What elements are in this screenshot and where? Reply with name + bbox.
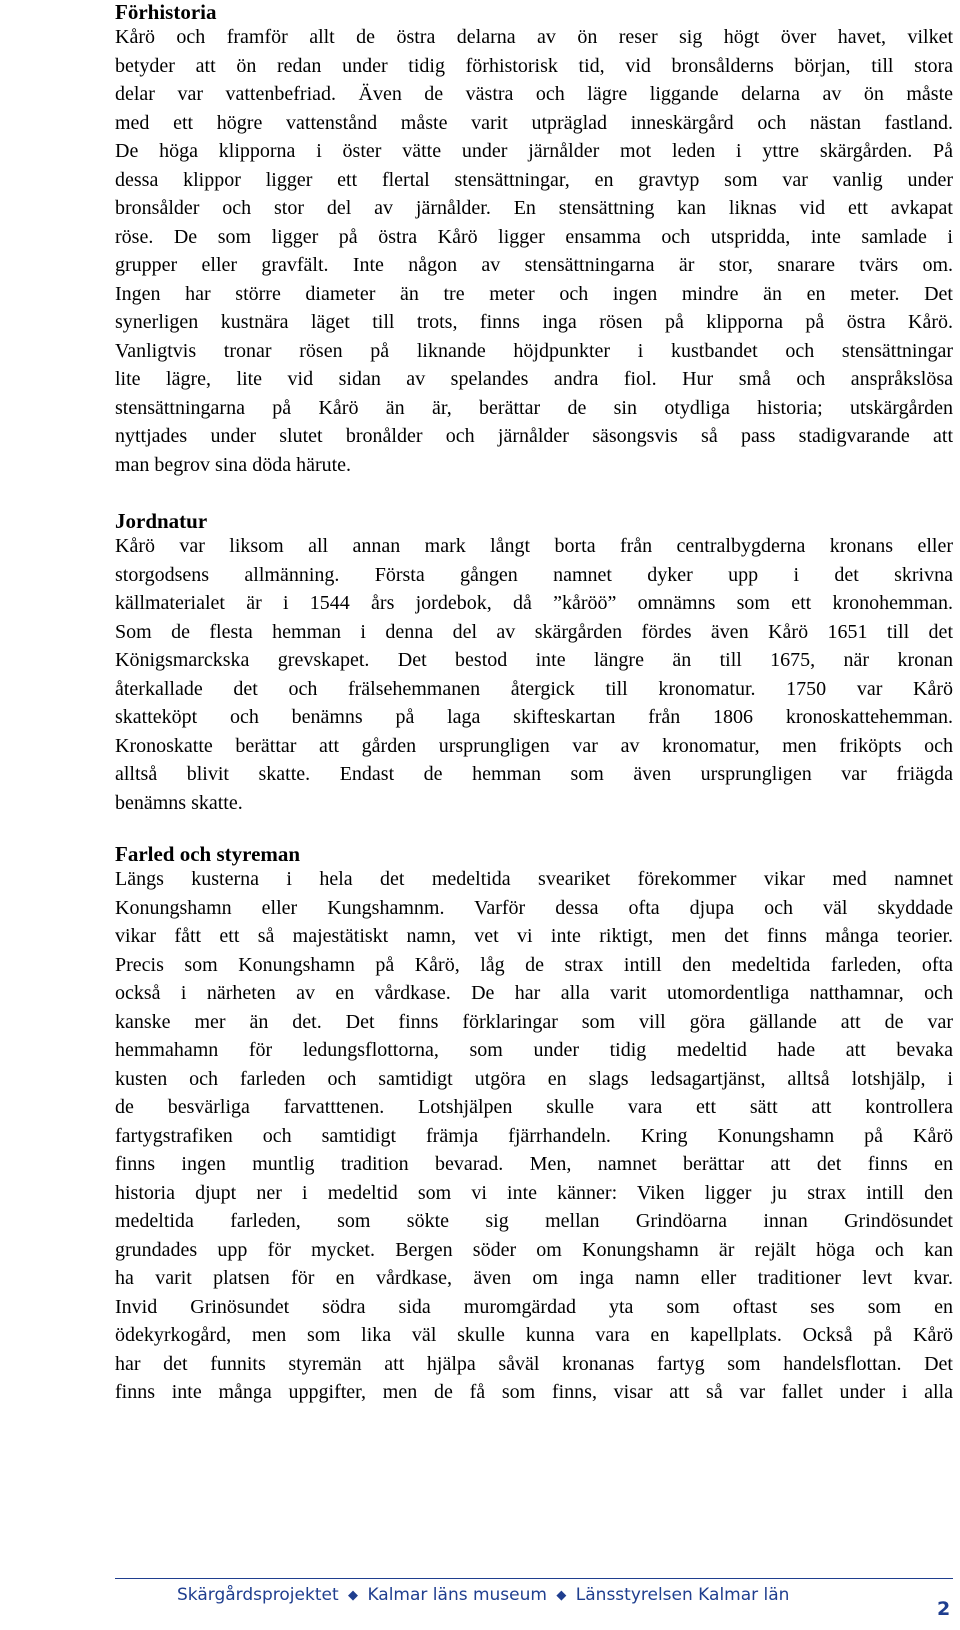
paragraph-line: Ingen har större diameter än tre meter och ingen mindre än en meter. Det (115, 282, 953, 305)
paragraph-line: vikar fått ett så majestätiskt namn, vet vi inte riktigt, men det finns många teorier. (115, 925, 953, 947)
paragraph-line: kusten och farleden och samtidigt utgöra en slags ledsagartjänst, alltså lotshjälp, i (115, 1067, 953, 1090)
paragraph-line: Precis som Konungshamn på Kårö, låg de strax intill den medeltida farleden, ofta (115, 953, 953, 976)
footer-project: Skärgårdsprojektet (177, 1585, 339, 1605)
paragraph-line: Kronoskatte berättar att gården ursprungligen var av kronomatur, men friköpts och (115, 734, 953, 757)
page-number: 2 (937, 1598, 951, 1620)
paragraph-line: ödekyrkogård, men som lika väl skulle kunna vara en kapellplats. Också på Kårö (115, 1324, 953, 1346)
paragraph-line: delar var vattenbefriad. Även de västra och lägre liggande delarna av ön måste (115, 83, 953, 105)
paragraph-line: dessa klippor ligger ett flertal stensättningar, en gravtyp som var vanlig under (115, 168, 953, 191)
paragraph-line: benämns skatte. (115, 791, 243, 814)
paragraph-line: kanske mer än det. Det finns förklaringar som vill göra gällande att de var (115, 1010, 953, 1033)
paragraph-line: synerligen kustnära läget till trots, finns inga rösen på klipporna på östra Kårö. (115, 311, 953, 333)
paragraph-line: finns inte många uppgifter, men de få som finns, visar att så var fallet under i alla (115, 1381, 953, 1403)
paragraph-line: grupper eller gravfält. Inte någon av stensättningarna är stor, snarare tvärs om. (115, 254, 953, 276)
section-heading: Förhistoria (115, 0, 217, 24)
paragraph-line: Som de flesta hemman i denna del av skärgården fördes även Kårö 1651 till det (115, 620, 953, 643)
diamond-icon: ◆ (348, 1588, 359, 1603)
paragraph-line: hemmahamn för ledungsflottorna, som under tidig medeltid hade att bevaka (115, 1039, 953, 1061)
paragraph-line: skatteköpt och benämns på laga skifteskartan från 1806 kronoskattehemman. (115, 706, 953, 728)
paragraph-line: också i närheten av en vårdkase. De har alla varit utomordentliga natthamnar, och (115, 982, 953, 1004)
paragraph-line: finns ingen muntlig tradition bevarad. Men, namnet berättar att det finns en (115, 1153, 953, 1175)
footer-county-board: Länsstyrelsen Kalmar län (575, 1585, 790, 1605)
paragraph-line: Kårö var liksom all annan mark långt borta från centralbygderna kronans eller (115, 535, 953, 557)
paragraph-line: storgodsens allmänning. Första gången namnet dyker upp i det skrivna (115, 563, 953, 586)
paragraph-line: Kårö och framför allt de östra delarna av ön reser sig högt över havet, vilket (115, 26, 953, 48)
paragraph-line: röse. De som ligger på östra Kårö ligger ensamma och utspridda, inte samlade i (115, 225, 953, 248)
paragraph-line: källmaterialet är i 1544 års jordebok, då ”kåröö” omnämns som ett kronohemman. (115, 592, 953, 614)
paragraph-line: historia djupt ner i medeltid som vi inte känner: Viken ligger ju strax intill den (115, 1181, 953, 1204)
paragraph-line: bronsålder och stor del av järnålder. En stensättning kan liknas vid ett avkapat (115, 197, 953, 219)
paragraph-line: de besvärliga farvatttenen. Lotshjälpen skulle vara ett sätt att kontrollera (115, 1096, 953, 1118)
paragraph-line: återkallade det och frälsehemmanen återgick till kronomatur. 1750 var Kårö (115, 677, 953, 700)
paragraph-line: De höga klipporna i öster vätte under järnålder mot leden i yttre skärgården. På (115, 140, 953, 162)
paragraph-line: Längs kusterna i hela det medeltida sveariket förekommer vikar med namnet (115, 868, 953, 890)
footer-divider (115, 1578, 953, 1579)
paragraph-line: alltså blivit skatte. Endast de hemman som även ursprungligen var friägda (115, 763, 953, 785)
paragraph-line: Königsmarckska grevskapet. Det bestod inte längre än till 1675, när kronan (115, 649, 953, 671)
paragraph-line: betyder att ön redan under tidig förhistorisk tid, vid bronsålderns början, till stora (115, 54, 953, 77)
paragraph-line: man begrov sina döda härute. (115, 453, 352, 476)
paragraph-line: lite lägre, lite vid sidan av spelandes andra fiol. Hur små och anspråkslösa (115, 368, 953, 390)
paragraph-line: Vanligtvis tronar rösen på liknande höjdpunkter i kustbandet och stensättningar (115, 339, 953, 362)
paragraph-line: Konungshamn eller Kungshamnm. Varför dessa ofta djupa och väl skyddade (115, 896, 953, 919)
paragraph-line: stensättningarna på Kårö än är, berättar de sin otydliga historia; utskärgården (115, 396, 953, 419)
footer-museum: Kalmar läns museum (367, 1585, 547, 1605)
paragraph-line: har det funnits styremän att hjälpa såväl kronanas fartyg som handelsflottan. Det (115, 1352, 953, 1375)
paragraph-line: ha varit platsen för en vårdkase, även om inga namn eller traditioner levt kvar. (115, 1267, 953, 1289)
paragraph-line: nyttjades under slutet bronålder och järnålder säsongsvis så pass stadigvarande att (115, 425, 953, 447)
section-heading: Farled och styreman (115, 842, 301, 866)
paragraph-line: fartygstrafiken och samtidigt främja fjärrhandeln. Kring Konungshamn på Kårö (115, 1124, 953, 1147)
diamond-icon: ◆ (556, 1588, 567, 1603)
page-footer (177, 1585, 789, 1605)
paragraph-line: medeltida farleden, som sökte sig mellan Grindöarna innan Grindösundet (115, 1210, 953, 1232)
paragraph-line: grundades upp för mycket. Bergen söder om Konungshamn är rejält höga och kan (115, 1238, 953, 1261)
paragraph-line: med ett högre vattenstånd måste varit utpräglad inneskärgård och nästan fastland. (115, 111, 953, 134)
section-heading: Jordnatur (115, 509, 208, 533)
paragraph-line: Invid Grinösundet södra sida muromgärdad yta som oftast ses som en (115, 1295, 953, 1318)
